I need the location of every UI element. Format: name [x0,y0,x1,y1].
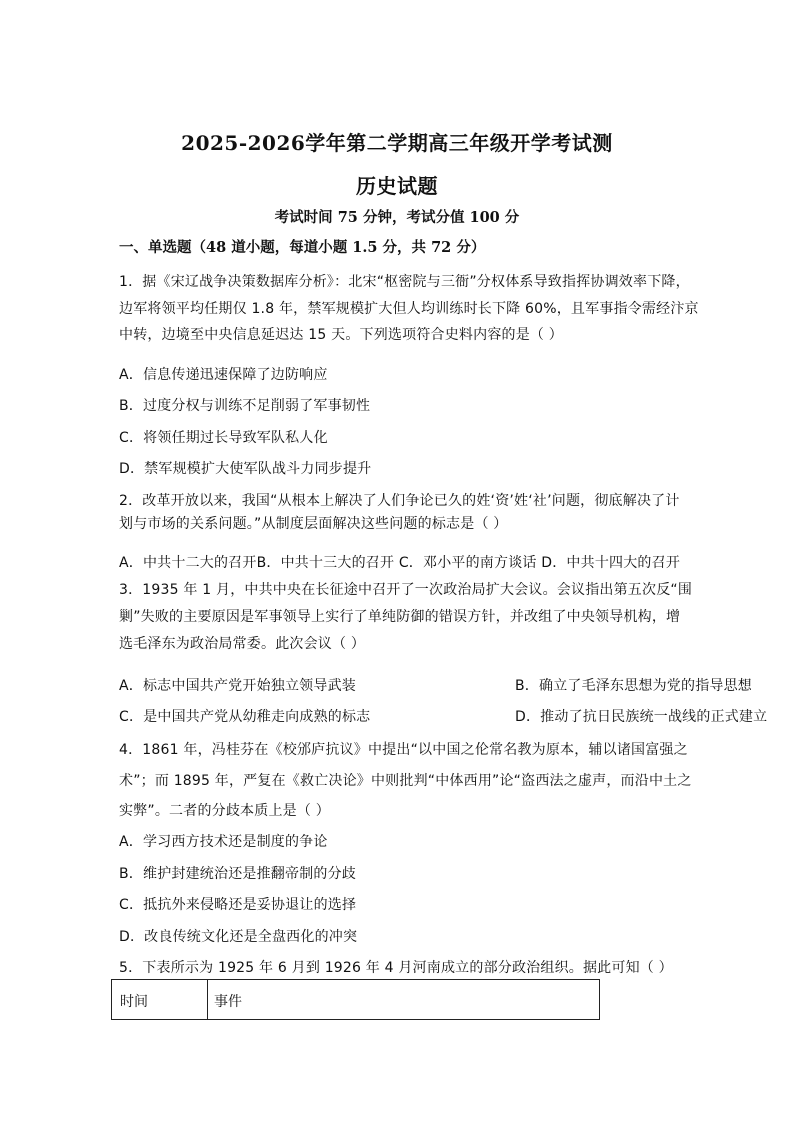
q1-stem-line-3: 中转，边境至中央信息延迟达 15 天。下列选项符合史料内容的是（ ） [119,327,563,343]
q1-option-c[interactable]: C．将领任期过长导致军队私人化 [119,430,328,446]
q3-option-row-1 [119,675,753,695]
q3-option-c[interactable]: C．是中国共产党从幼稚走向成熟的标志 [119,709,371,725]
q5-table-header-event: 事件 [214,994,242,1010]
exam-info: 考试时间 75 分钟，考试分值 100 分 [274,209,520,226]
q2-stem-line-2: 划与市场的关系问题。”从制度层面解决这些问题的标志是（ ） [119,516,508,532]
q1-option-b[interactable]: B．过度分权与训练不足削弱了军事韧性 [119,398,371,414]
q4-stem-line-1: 4．1861 年，冯桂芬在《校邠庐抗议》中提出“以中国之伦常名教为原本，辅以诸国富强之 [119,742,688,758]
q3-option-row-2 [119,706,768,726]
q4-option-d[interactable]: D．改良传统文化还是全盘西化的冲突 [119,929,358,945]
q2-stem-line-1: 2．改革开放以来，我国“从根本上解决了人们争论已久的姓‘资’姓‘社’问题，彻底解决了计 [119,493,680,509]
q3-stem-line-3: 选毛泽东为政治局常委。此次会议（ ） [119,636,366,652]
q5-table [111,979,600,1020]
exam-title: 2025-2026学年第二学期高三年级开学考试测 [181,131,613,155]
q5-table-header-time: 时间 [112,980,208,1019]
q3-option-a[interactable]: A．标志中国共产党开始独立领导武装 [119,678,356,694]
q3-option-b[interactable]: B．确立了毛泽东思想为党的指导思想 [515,678,753,694]
q4-stem-line-3: 实弊”。二者的分歧本质上是（ ） [119,803,330,819]
q1-stem-line-2: 边军将领平均任期仅 1.8 年，禁军规模扩大但人均训练时长下降 60%，且军事指令需经汴京 [119,301,699,317]
q1-option-a[interactable]: A．信息传递迅速保障了边防响应 [119,367,328,383]
q3-stem-line-2: 剿”失败的主要原因是军事领导上实行了单纯防御的错误方针，并改组了中央领导机构，增 [119,609,681,625]
section-heading: 一、单选题（48 道小题，每道小题 1.5 分，共 72 分） [119,239,486,256]
q2-options[interactable]: A．中共十二大的召开B．中共十三大的召开 C．邓小平的南方谈话 D．中共十四大的召开 [119,555,681,571]
q4-option-b[interactable]: B．维护封建统治还是推翻帝制的分歧 [119,866,357,882]
q1-stem-line-1: 1．据《宋辽战争决策数据库分析》：北宋“枢密院与三衙”分权体系导致指挥协调效率下降， [119,274,690,290]
q1-option-d[interactable]: D．禁军规模扩大使军队战斗力同步提升 [119,461,372,477]
q4-stem-line-2: 术”；而 1895 年，严复在《救亡决论》中则批判“中体西用”论“盗西法之虚声，而沿中土之 [119,773,692,789]
q3-option-d[interactable]: D．推动了抗日民族统一战线的正式建立 [515,709,768,725]
q3-stem-line-1: 3．1935 年 1 月，中共中央在长征途中召开了一次政治局扩大会议。会议指出第五次反“围 [119,582,693,598]
exam-subject: 历史试题 [356,174,438,198]
q4-option-a[interactable]: A．学习西方技术还是制度的争论 [119,834,328,850]
q4-option-c[interactable]: C．抵抗外来侵略还是妥协退让的选择 [119,897,357,913]
q5-stem-line-1: 5．下表所示为 1925 年 6 月到 1926 年 4 月河南成立的部分政治组织。据此可知（ ） [119,960,673,976]
